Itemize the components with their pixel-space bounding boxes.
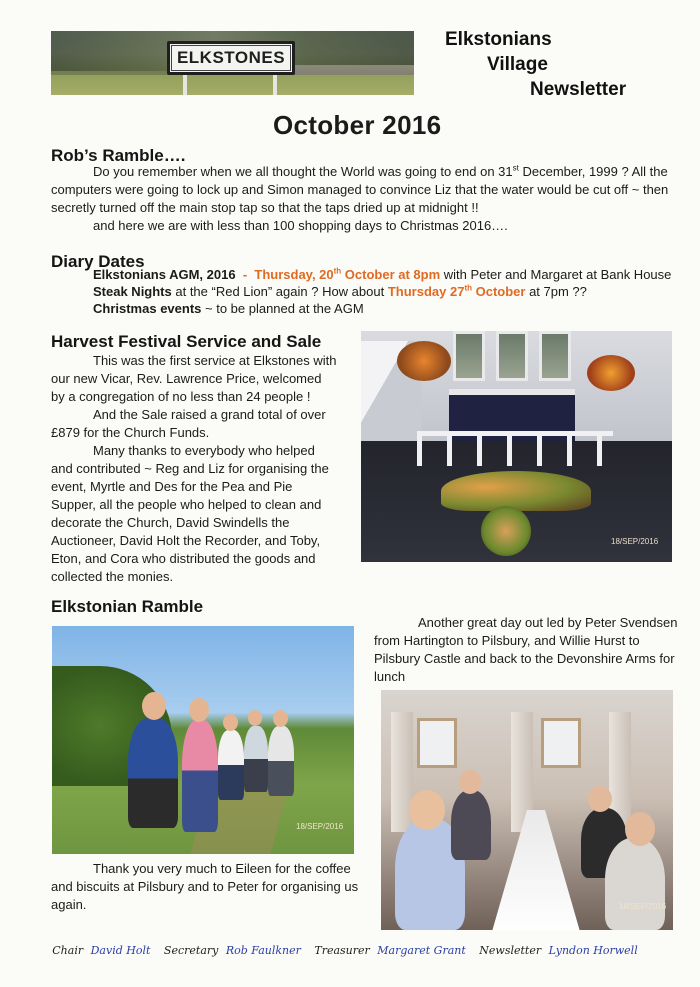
harvest-heading: Harvest Festival Service and Sale [51, 332, 322, 351]
church-altar-photo [361, 331, 672, 562]
agm-date [254, 267, 440, 282]
diner-left-2 [451, 790, 491, 860]
ramble-intro-line-2: from Hartington to Pilsbury, and Willie Hurst to [374, 633, 640, 648]
steak-date-sup: th [464, 283, 472, 293]
rail-post [507, 436, 512, 466]
agm-label: Elkstonians AGM, 2016 [93, 267, 236, 282]
harvest-basket [481, 506, 531, 556]
pub-lunch-photo [381, 690, 673, 930]
chair-name: David Holt [90, 944, 151, 957]
altar-rail [417, 431, 613, 461]
diary-steak [93, 283, 587, 301]
harvest-line-5: £879 for the Church Funds. [51, 425, 210, 440]
diary-xmas [93, 300, 364, 318]
walker-4-head [248, 710, 262, 726]
rail-post [567, 436, 572, 466]
diner-front-right [605, 838, 665, 930]
secretary-name: Rob Faulkner [225, 944, 301, 957]
harvest-line-7: and contributed ~ Reg and Liz for organising the [51, 461, 329, 476]
xmas-rest: ~ to be planned at the AGM [201, 301, 364, 316]
harvest-line-6: Many thanks to everybody who helped [93, 443, 315, 458]
diner-left-2-head [459, 770, 481, 794]
robs-ramble-line-1 [93, 163, 668, 181]
flower-arrangement-left [397, 341, 451, 381]
newsletter-label: Newsletter [479, 944, 542, 957]
ramble-intro-line-1: Another great day out led by Peter Svendsen [418, 615, 678, 630]
harvest-line-10: decorate the Church, David Swindells the [51, 515, 290, 530]
thanks-line-2: and biscuits at Pilsbury and to Peter for organising us [51, 879, 359, 894]
rail-post [537, 436, 542, 466]
walker-5-head [273, 710, 288, 727]
chair-label: Chair [52, 944, 84, 957]
robs-ramble-line-3: secretly turned off the main stop tap so that the taps dried up at midnight !! [51, 200, 479, 215]
diner-front-right-head [625, 812, 655, 846]
church-window-2 [496, 331, 528, 381]
newsletter-name: Lyndon Horwell [548, 944, 638, 957]
harvest-line-9: Supper, all the people who helped to clean and [51, 497, 322, 512]
walker-2 [182, 720, 218, 832]
harvest-line-11: Auctioneer, David Holt the Recorder, and Toby, [51, 533, 321, 548]
sign-post-left [183, 75, 187, 95]
ramble-intro-line-3: Pilsbury Castle and back to the Devonshire Arms for [374, 651, 675, 666]
harvest-line-13: collected the monies. [51, 569, 174, 584]
walker-4 [244, 726, 268, 792]
agm-separator: - [242, 267, 248, 282]
flower-arrangement-right [587, 355, 635, 391]
diary-agm [93, 266, 671, 284]
committee-footer [0, 944, 700, 957]
header-grass [51, 75, 414, 95]
walk-photo-datestamp: 18/SEP/2016 [296, 822, 344, 831]
robs-ramble-text-a: Do you remember when we all thought the World was going to end on 31 [93, 164, 513, 179]
pub-window-1 [417, 718, 457, 768]
walker-1 [128, 718, 178, 828]
thanks-line-3: again. [51, 897, 87, 912]
harvest-line-12: Eton, and Cora who distributed the goods and [51, 551, 316, 566]
robs-ramble-line-2: computers were going to lock up and Simon managed to convince Liz that the water would be cut off ~ then [51, 182, 669, 197]
pub-table [491, 810, 581, 930]
steak-text: at the “Red Lion” again ? How about [171, 284, 388, 299]
harvest-line-4: And the Sale raised a grand total of over [93, 407, 326, 422]
steak-label: Steak Nights [93, 284, 172, 299]
agm-date-b: October at 8pm [341, 267, 441, 282]
ramble-intro-line-4: lunch [374, 669, 406, 684]
robs-ramble-heading: Rob’s Ramble…. [51, 146, 186, 165]
rail-post [477, 436, 482, 466]
steak-date [388, 284, 526, 299]
church-photo-datestamp: 18/SEP/2016 [611, 537, 659, 546]
pub-window-2 [541, 718, 581, 768]
village-sign: ELKSTONES [167, 41, 295, 75]
church-window-3 [539, 331, 571, 381]
masthead-line-1: Elkstonians [445, 29, 552, 50]
rail-post [417, 436, 422, 466]
treasurer-label: Treasurer [314, 944, 370, 957]
agm-date-a: Thursday, 20 [254, 267, 334, 282]
xmas-label: Christmas events [93, 301, 202, 316]
walker-1-head [142, 692, 166, 720]
issue-title: October 2016 [273, 110, 442, 140]
walker-2-head [189, 698, 209, 722]
elkstonian-ramble-heading: Elkstonian Ramble [51, 597, 204, 616]
steak-date-b: October [472, 284, 526, 299]
harvest-line-2: our new Vicar, Rev. Lawrence Price, welcomed [51, 371, 322, 386]
masthead-line-3: Newsletter [530, 79, 627, 100]
harvest-line-8: event, Myrtle and Des for the Pea and Pie [51, 479, 293, 494]
robs-ramble-sup: st [512, 163, 519, 173]
harvest-line-3: by a congregation of no less than 24 people ! [51, 389, 311, 404]
header-photo [51, 31, 414, 95]
walker-5 [268, 726, 294, 796]
pub-photo-datestamp: 18/SEP/2016 [619, 902, 667, 911]
sign-post-right [273, 75, 277, 95]
walker-3-head [223, 714, 238, 731]
rail-post [447, 436, 452, 466]
steak-date-a: Thursday 27 [387, 284, 465, 299]
robs-ramble-text-b: December, 1999 ? All the [518, 164, 668, 179]
secretary-label: Secretary [163, 944, 219, 957]
steak-rest: at 7pm ?? [525, 284, 587, 299]
diary-heading: Diary Dates [51, 252, 145, 271]
agm-date-sup: th [333, 266, 342, 276]
agm-rest: with Peter and Margaret at Bank House [440, 267, 672, 282]
harvest-line-1: This was the first service at Elkstones with [93, 353, 337, 368]
robs-ramble-line-4: and here we are with less than 100 shopping days to Christmas 2016…. [93, 218, 508, 233]
treasurer-name: Margaret Grant [377, 944, 466, 957]
masthead-line-2: Village [487, 54, 548, 75]
rail-post [597, 436, 602, 466]
diner-front-left-head [409, 790, 445, 830]
church-window-1 [453, 331, 485, 381]
ramble-walkers-photo [52, 626, 354, 854]
thanks-line-1: Thank you very much to Eileen for the coffee [93, 861, 351, 876]
diner-right-1-head [588, 786, 612, 812]
harvest-produce [441, 471, 591, 511]
walker-3 [218, 730, 244, 800]
